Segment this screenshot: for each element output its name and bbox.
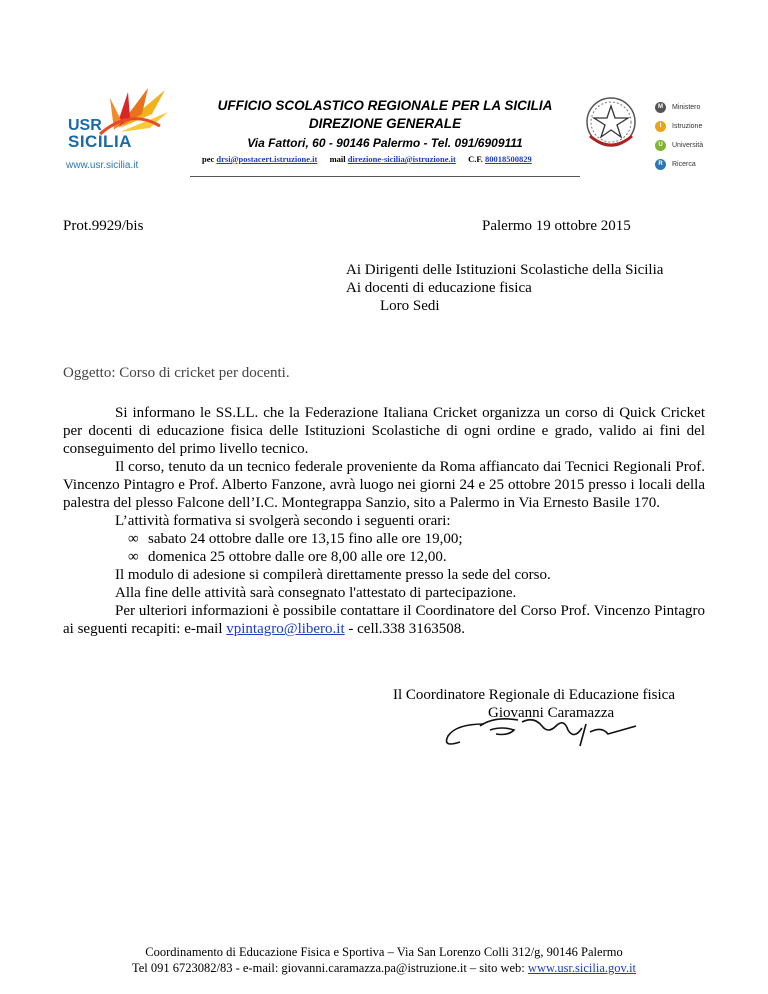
office-subtitle: DIREZIONE GENERALE bbox=[308, 116, 462, 131]
logo-text-sicilia: SICILIA bbox=[68, 132, 132, 151]
body-paragraph: Il modulo di adesione si compilerà direttamente presso la sede del corso. bbox=[115, 567, 551, 583]
mur-r-icon: R bbox=[655, 159, 666, 170]
mur-i-icon: I bbox=[655, 121, 666, 132]
body-paragraph: L’attività formativa si svolgerà secondo i seguenti orari: bbox=[115, 513, 451, 529]
mail-link[interactable]: direzione-sicilia@istruzione.it bbox=[347, 154, 456, 164]
footer-contacts: Tel 091 6723082/83 - e-mail: giovanni.caramazza.pa@istruzione.it – sito web: bbox=[131, 961, 528, 975]
letter-date: Palermo 19 ottobre 2015 bbox=[482, 218, 631, 234]
mur-u-icon: U bbox=[655, 140, 666, 151]
italian-republic-emblem bbox=[578, 92, 644, 156]
office-contacts bbox=[202, 154, 532, 164]
footer-website-link[interactable]: www.usr.sicilia.gov.it bbox=[527, 961, 637, 975]
schedule-text: sabato 24 ottobre dalle ore 13,15 fino alle ore 19,00; bbox=[148, 531, 463, 547]
header-divider bbox=[190, 176, 580, 177]
mur-row-ministero bbox=[655, 98, 725, 117]
schedule-item bbox=[128, 548, 447, 566]
contact-text: Per ulteriori informazioni è possibile contattare il Coordinatore del Corso Prof. Vincenzo Pintagro ai seguenti recapiti: e-mail bbox=[63, 603, 705, 637]
mur-label: Ricerca bbox=[672, 161, 696, 168]
coordinator-email-link[interactable]: vpintagro@libero.it bbox=[226, 621, 345, 637]
pec-link[interactable]: drsi@postacert.istruzione.it bbox=[216, 154, 318, 164]
mur-m-icon: M bbox=[655, 102, 666, 113]
footer-line bbox=[0, 960, 768, 976]
recipient-line: Ai docenti di educazione fisica bbox=[346, 280, 532, 296]
pec-label: pec bbox=[202, 154, 215, 164]
mur-label: Ministero bbox=[672, 104, 701, 111]
infinity-bullet-icon: ∞ bbox=[128, 549, 139, 565]
infinity-bullet-icon: ∞ bbox=[128, 531, 139, 547]
footer-line: Coordinamento di Educazione Fisica e Sportiva – Via San Lorenzo Colli 312/g, 90146 Palermo bbox=[145, 945, 623, 959]
subject-line: Oggetto: Corso di cricket per docenti. bbox=[63, 365, 290, 381]
schedule-item bbox=[128, 530, 463, 548]
handwritten-signature bbox=[440, 712, 650, 756]
schedule-text: domenica 25 ottobre dalle ore 8,00 alle ore 12,00. bbox=[148, 549, 447, 565]
body-paragraph: Alla fine delle attività sarà consegnato l'attestato di partecipazione. bbox=[115, 585, 517, 601]
mur-label: Istruzione bbox=[672, 123, 703, 130]
cf-label: C.F. bbox=[468, 154, 483, 164]
mur-label: Università bbox=[672, 142, 704, 149]
mur-logo bbox=[655, 98, 725, 174]
mail-label: mail bbox=[329, 154, 346, 164]
body-paragraph: Si informano le SS.LL. che la Federazione Italiana Cricket organizza un corso di Quick Cricket per docenti di educazione fisica delle Istituzioni Scolastiche di ogni ordine e grado, valido ai fini del conseguimento del primo livello tecnico. bbox=[63, 405, 705, 457]
office-title: UFFICIO SCOLASTICO REGIONALE PER LA SICILIA bbox=[217, 98, 553, 113]
usr-sicilia-logo bbox=[60, 88, 170, 178]
mur-row-ricerca bbox=[655, 155, 725, 174]
body-paragraph: Il corso, tenuto da un tecnico federale proveniente da Roma affiancato dai Tecnici Regionali Prof. Vincenzo Pintagro e Prof. Alberto Fanzone, avrà luogo nei giorni 24 e 25 ottobre 2015 presso i locali della palestra del plesso Falcone dell’I.C. Montegrappa Sanzio, sito a Palermo in Via Ernesto Basile 170. bbox=[63, 459, 705, 511]
recipients bbox=[346, 261, 663, 297]
cf-value: 80018500829 bbox=[485, 154, 532, 164]
mur-row-istruzione bbox=[655, 117, 725, 136]
signature-name: Giovanni Caramazza bbox=[488, 705, 615, 721]
body-paragraph bbox=[63, 602, 705, 638]
contact-text: - cell.338 3163508. bbox=[344, 621, 466, 637]
logo-text-usr: USR bbox=[68, 117, 102, 134]
mur-row-universita bbox=[655, 136, 725, 155]
logo-url[interactable]: www.usr.sicilia.it bbox=[66, 160, 139, 171]
protocol-number: Prot.9929/bis bbox=[63, 218, 144, 234]
recipient-line: Loro Sedi bbox=[380, 298, 440, 314]
office-address: Via Fattori, 60 - 90146 Palermo - Tel. 091/6909111 bbox=[247, 136, 523, 150]
recipient-line: Ai Dirigenti delle Istituzioni Scolastiche della Sicilia bbox=[346, 262, 664, 278]
emblem-icon bbox=[578, 92, 644, 156]
signature-title: Il Coordinatore Regionale di Educazione fisica bbox=[393, 687, 675, 703]
